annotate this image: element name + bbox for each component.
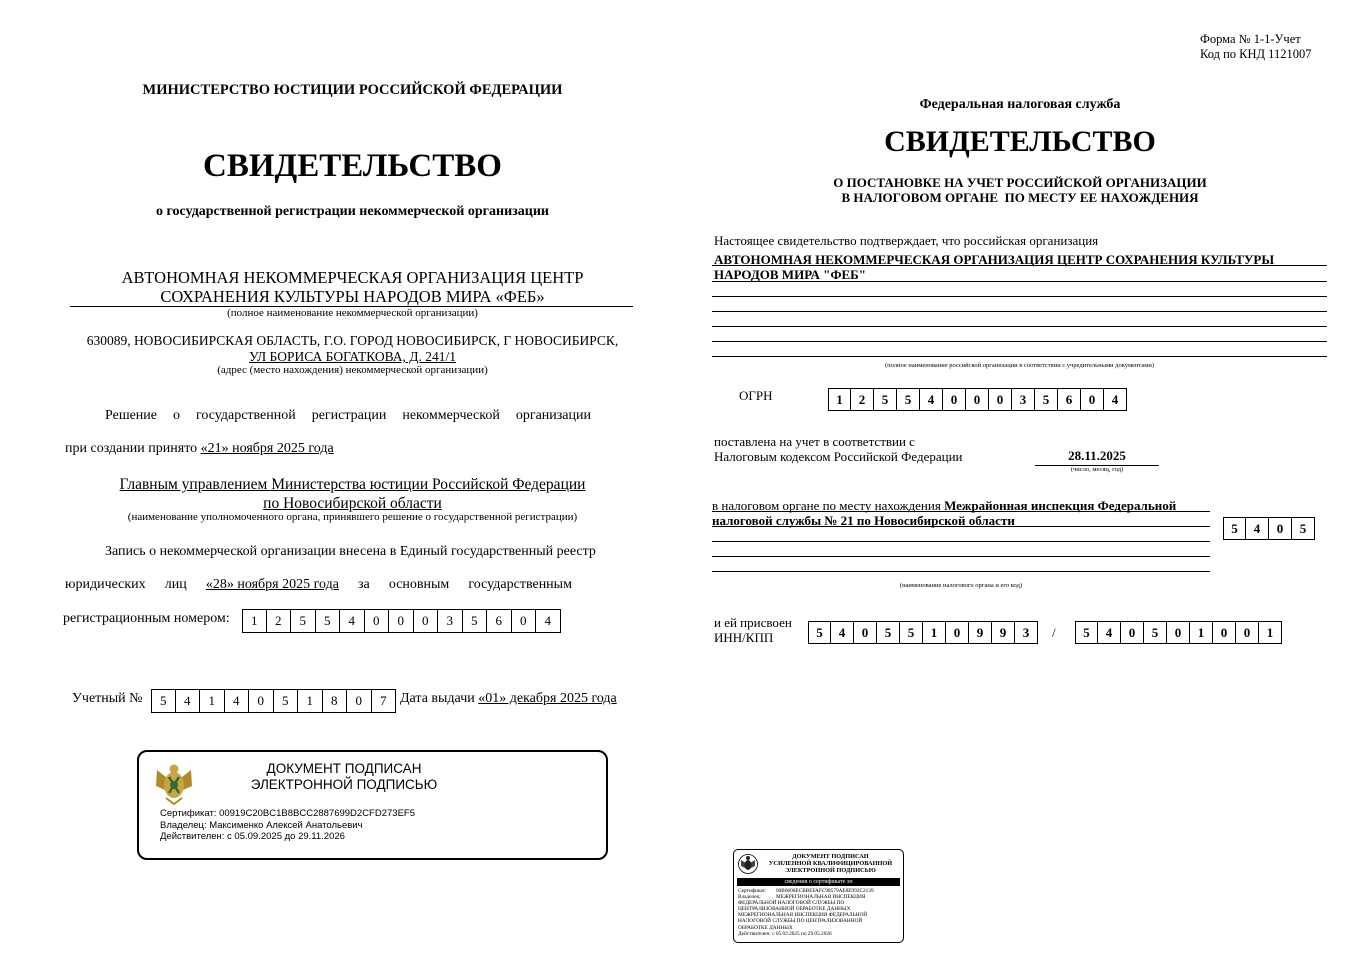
right-org-line2: НАРОДОВ МИРА "ФЕБ" [714,267,866,282]
tax-authority-text [712,498,1212,528]
tax-code-cells [1223,517,1315,540]
org-line-7 [712,356,1327,357]
digit-cell: 0 [365,609,390,633]
org-address [40,333,665,365]
digit-cell: 4 [176,689,201,713]
digit-cell: 5 [1223,517,1246,540]
registration-date: 28.11.2025 [1068,448,1126,463]
digit-cell: 2 [851,388,874,411]
tax-line-5 [712,571,1210,572]
decision-date: «21» ноября 2025 года [200,441,334,456]
digit-cell: 5 [463,609,488,633]
digit-cell: 4 [1098,621,1121,644]
fns-stamp-line2: УСИЛЕННОЙ КВАЛИФИЦИРОВАННОЙ [768,860,893,867]
left-subtitle: о государственной регистрации некоммерческой организации [156,204,549,219]
digit-cell: 0 [1167,621,1190,644]
digit-cell: 5 [1075,621,1098,644]
tax-authority-line1: Межрайонная инспекция Федеральной [944,498,1177,513]
address-line1: 630089, НОВОСИБИРСКАЯ ОБЛАСТЬ, Г.О. ГОРОД НОВОСИБИРСК, Г НОВОСИБИРСК, [86,333,619,348]
issue-date-line [400,691,617,707]
digit-cell: 0 [249,689,274,713]
record-word-5: государственным [468,577,572,592]
authority-line1: Главным управлением Министерства юстиции Российской Федерации [119,476,586,493]
fns-stamp-details [738,888,903,937]
org-line-5 [712,326,1327,327]
decision-line1: Решение о государственной регистрации некоммерческой организации [105,408,591,423]
digit-cell: 4 [831,621,854,644]
digit-cell: 9 [992,621,1015,644]
confirm-text: Настоящее свидетельство подтверждает, что российская организация [714,233,1099,248]
stamp-certificate: Сертификат: 00919C20BC1B8BCC2887699D2CFD273EF5 [160,808,415,819]
right-org-line1: АВТОНОМНАЯ НЕКОММЕРЧЕСКАЯ ОРГАНИЗАЦИЯ ЦЕНТР СОХРАНЕНИЯ КУЛЬТУРЫ [714,252,1275,267]
digit-cell: 0 [943,388,966,411]
digit-cell: 5 [877,621,900,644]
digit-cell: 0 [1121,621,1144,644]
stamp-valid: Действителен: с 05.09.2025 до 29.11.2026 [160,831,345,842]
reg-number-label: регистрационным номером: [63,611,230,626]
tax-line-4 [712,556,1210,557]
fns-stamp-line1: ДОКУМЕНТ ПОДПИСАН [792,853,869,860]
right-subtitle [720,175,1320,205]
fns-stamp-bar: сведения о сертификате эп [737,878,900,886]
fns-owner-line5: НАЛОГОВОЙ СЛУЖБЫ ПО ЦЕНТРАЛИЗОВАННОЙ [738,918,863,925]
digit-cell: 5 [808,621,831,644]
eagle-emblem-icon [737,853,759,875]
fns-owner-line4: МЕЖРЕГИОНАЛЬНАЯ ИНСПЕКЦИЯ ФЕДЕРАЛЬНОЙ [738,912,868,919]
tax-line-3 [712,541,1210,542]
registered-line2: Налоговым кодексом Российской Федерации [714,449,963,464]
ogrn-label: ОГРН [739,388,773,403]
left-title: СВИДЕТЕЛЬСТВО [203,148,502,184]
stamp-line2: ЭЛЕКТРОННОЙ ПОДПИСЬЮ [250,777,438,792]
digit-cell: 8 [323,689,348,713]
record-word-1: юридических [65,577,146,592]
digit-cell: 5 [900,621,923,644]
fns-valid: Действителен: с 05.03.2025 по 29.05.2026 [738,930,832,937]
org-line-3 [712,296,1327,297]
digit-cell: 4 [536,609,561,633]
record-word-4: основным [388,577,450,592]
org-name-line1: АВТОНОМНАЯ НЕКОММЕРЧЕСКАЯ ОРГАНИЗАЦИЯ ЦЕНТР [121,268,584,287]
digit-cell: 7 [372,689,397,713]
stamp-heading [199,761,489,793]
digit-cell: 3 [438,609,463,633]
digit-cell: 0 [512,609,537,633]
fns-owner-label: Владелец: [738,894,761,901]
inn-kpp-separator: / [1052,625,1056,640]
org-line-6 [712,341,1327,342]
digit-cell: 5 [1144,621,1167,644]
fns-cert-label: Сертификат: [738,888,767,894]
digit-cell: 3 [1012,388,1035,411]
kpp-cells [1075,621,1282,644]
digit-cell: 4 [1104,388,1127,411]
stamp-line1: ДОКУМЕНТ ПОДПИСАН [266,761,422,776]
ogrn-cells [828,388,1127,411]
form-number: Форма № 1-1-Учет [1200,32,1301,46]
org-line-1 [712,265,1327,266]
digit-cell: 4 [1246,517,1269,540]
authority [70,475,635,513]
right-org-caption: (полное наименование российской организации в соответствии с учредительными документами) [885,362,1154,369]
digit-cell: 6 [1058,388,1081,411]
tax-authority-prefix: в налоговом органе по месту нахождения [712,498,941,513]
account-label: Учетный № [72,691,143,706]
digit-cell: 5 [1035,388,1058,411]
tax-line-1 [712,511,1210,512]
digit-cell: 0 [389,609,414,633]
digit-cell: 0 [989,388,1012,411]
tax-authority-line2: налоговой службы № 21 по Новосибирской области [712,513,1015,528]
org-name-caption: (полное наименование некоммерческой организации) [227,307,478,319]
digit-cell: 4 [340,609,365,633]
org-name [70,268,635,306]
digit-cell: 6 [487,609,512,633]
account-number-cells [151,689,396,713]
inn-cells [808,621,1038,644]
decision-line2 [65,441,334,457]
digit-cell: 0 [414,609,439,633]
decision-prefix: при создании принято [65,441,198,456]
record-line1: Запись о некоммерческой организации внесена в Единый государственный реестр [105,544,596,559]
digit-cell: 0 [1236,621,1259,644]
digit-cell: 0 [1213,621,1236,644]
reg-number-cells [242,609,561,633]
digit-cell: 4 [225,689,250,713]
right-subtitle-line1: О ПОСТАНОВКЕ НА УЧЕТ РОССИЙСКОЙ ОРГАНИЗАЦИИ [833,175,1207,190]
address-caption: (адрес (место нахождения) некоммерческой организации) [217,364,488,376]
fns-cert-value: 00B0600ECBBEFAFC98579AE8E992C2139 [776,888,874,894]
tax-line-2 [712,526,1210,527]
digit-cell: 1 [242,609,267,633]
digit-cell: 5 [291,609,316,633]
digit-cell: 0 [1081,388,1104,411]
issue-date: «01» декабря 2025 года [478,691,617,706]
tax-authority-caption: (наименование налогового органа и его код) [899,582,1023,589]
digit-cell: 5 [151,689,176,713]
registered-line1: поставлена на учет в соответствии с [714,434,915,449]
authority-caption: (наименование уполномоченного органа, принявшего решение о государственной регистрации) [127,511,578,523]
stamp-details [160,808,415,843]
inn-label-line1: и ей присвоен [714,615,792,630]
digit-cell: 1 [298,689,323,713]
digit-cell: 1 [923,621,946,644]
digit-cell: 5 [897,388,920,411]
digit-cell: 2 [267,609,292,633]
digit-cell: 0 [347,689,372,713]
e-signature-stamp [137,750,608,860]
digit-cell: 0 [966,388,989,411]
digit-cell: 1 [828,388,851,411]
digit-cell: 3 [1015,621,1038,644]
fns-owner-line2: ФЕДЕРАЛЬНОЙ НАЛОГОВОЙ СЛУЖБЫ ПО [738,900,845,907]
ministry-emblem-icon [151,760,197,806]
right-subtitle-line2: В НАЛОГОВОМ ОРГАНЕ ПО МЕСТУ ЕЕ НАХОЖДЕНИЯ [841,190,1199,205]
fns-owner-line1: МЕЖРЕГИОНАЛЬНАЯ ИНСПЕКЦИЯ [776,894,866,901]
right-title: СВИДЕТЕЛЬСТВО [884,125,1156,158]
digit-cell: 0 [854,621,877,644]
record-date: «28» ноября 2025 года [205,577,339,592]
record-word-2: лиц [164,577,187,592]
digit-cell: 0 [946,621,969,644]
digit-cell: 5 [274,689,299,713]
record-word-3: за [358,577,370,592]
form-code-block [1200,32,1311,62]
digit-cell: 0 [1269,517,1292,540]
fns-signature-stamp [733,849,904,943]
address-line2: УЛ БОРИСА БОГАТКОВА, Д. 241/1 [248,349,457,364]
right-org-name [714,252,1274,282]
digit-cell: 5 [316,609,341,633]
digit-cell: 5 [1292,517,1315,540]
reg-date-caption: (число, месяц, год) [1070,466,1124,473]
inn-label-line2: ИНН/КПП [714,630,774,645]
authority-line2: по Новосибирской области [263,495,442,512]
fns-owner-line3: ЦЕНТРАЛИЗОВАННОЙ ОБРАБОТКЕ ДАННЫХ [738,906,851,913]
tax-service-header: Федеральная налоговая служба [919,97,1121,112]
fns-stamp-heading [758,853,903,874]
inn-kpp-label [714,615,792,645]
digit-cell: 5 [874,388,897,411]
knd-code: Код по КНД 1121007 [1200,47,1312,61]
ministry-header: МИНИСТЕРСТВО ЮСТИЦИИ РОССИЙСКОЙ ФЕДЕРАЦИИ [142,82,563,98]
digit-cell: 4 [920,388,943,411]
issue-label: Дата выдачи [400,691,475,706]
record-line2 [65,577,572,593]
digit-cell: 1 [1259,621,1282,644]
digit-cell: 9 [969,621,992,644]
digit-cell: 1 [200,689,225,713]
fns-stamp-line3: ЭЛЕКТРОННОЙ ПОДПИСЬЮ [785,867,876,874]
digit-cell: 1 [1190,621,1213,644]
registered-text [714,434,963,464]
org-line-2 [712,281,1327,282]
stamp-owner: Владелец: Максименко Алексей Анатольевич [160,819,363,831]
fns-owner-line6: ОБРАБОТКЕ ДАННЫХ [738,924,793,931]
org-line-4 [712,311,1327,312]
org-name-line2: СОХРАНЕНИЯ КУЛЬТУРЫ НАРОДОВ МИРА «ФЕБ» [160,287,545,306]
